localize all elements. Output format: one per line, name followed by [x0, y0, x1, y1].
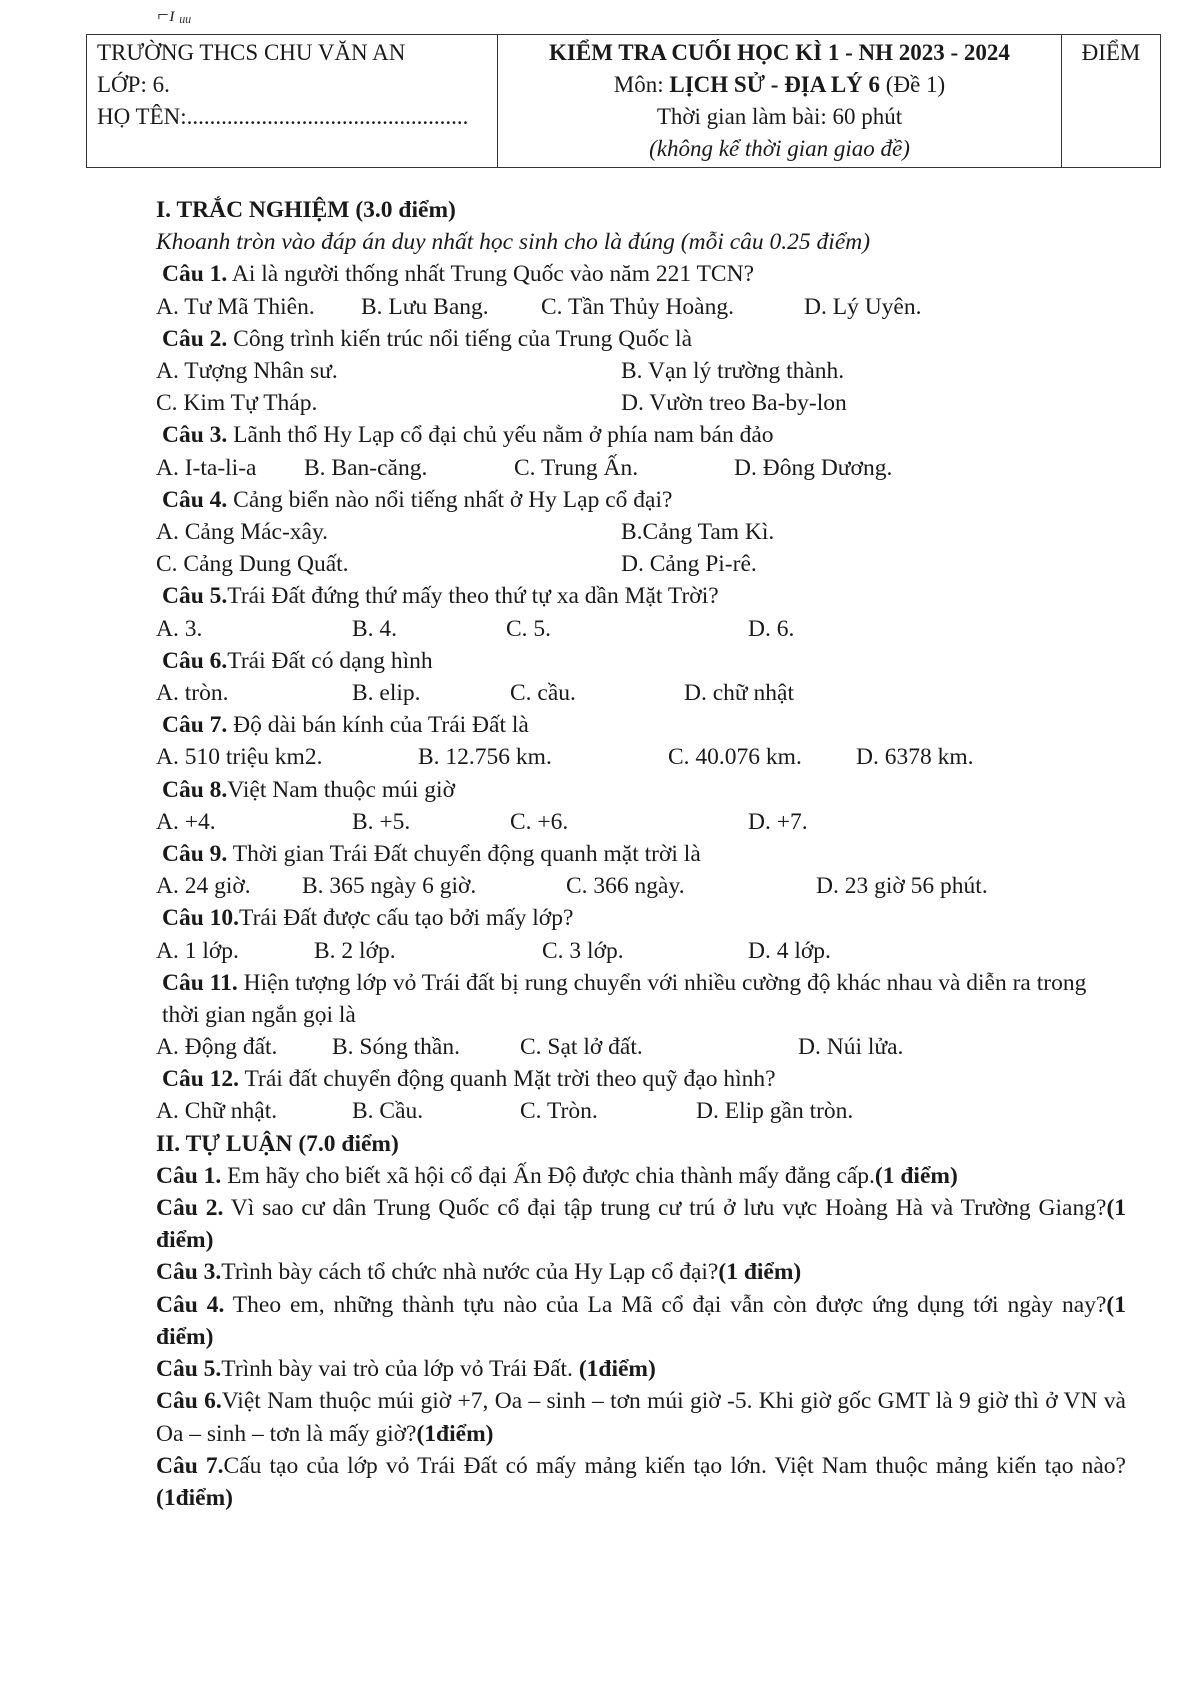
question-label: Câu 11. — [162, 969, 238, 996]
essay-question-2 — [156, 1192, 1126, 1256]
question-label: Câu 7. — [162, 712, 228, 739]
class-label: LỚP: 6. — [97, 72, 170, 97]
subject-suffix: (Đề 1) — [880, 72, 946, 97]
question-text: Em hãy cho biết xã hội cổ đại Ấn Độ được chia thành mấy đẳng cấp. — [221, 1162, 875, 1189]
question-label: Câu 6. — [162, 647, 228, 674]
options-row — [156, 613, 1126, 645]
question-text: Ai là người thống nhất Trung Quốc vào năm 221 TCN? — [227, 261, 754, 288]
question-points: (1 điểm) — [874, 1162, 958, 1189]
option-a[interactable]: A. 3. — [156, 615, 203, 642]
options-row — [156, 677, 1126, 709]
mc-question-2 — [156, 323, 1126, 355]
subject-prefix: Môn: — [613, 72, 670, 97]
student-info-cell — [87, 35, 498, 168]
option-c[interactable]: C. Cảng Dung Quất. — [156, 551, 349, 578]
subject-name: LỊCH SỬ - ĐỊA LÝ 6 — [669, 72, 881, 97]
question-text: Trái đất chuyển động quanh Mặt trời theo quỹ đạo hình? — [239, 1066, 776, 1093]
option-b[interactable]: B. Ban-căng. — [304, 454, 428, 481]
option-b[interactable]: B. Sóng thần. — [332, 1034, 460, 1061]
option-b[interactable]: B. Vạn lý trường thành. — [621, 358, 845, 384]
option-c[interactable]: C. 3 lớp. — [542, 937, 624, 964]
mc-question-5 — [156, 580, 1126, 612]
part1-instruction: Khoanh tròn vào đáp án duy nhất học sinh cho là đúng (mỗi câu 0.25 điểm) — [156, 229, 871, 256]
option-a[interactable]: A. 510 triệu km2. — [156, 744, 323, 771]
student-name-field[interactable]: HỌ TÊN:................................................. — [97, 104, 469, 129]
options-row — [156, 291, 1126, 323]
option-b[interactable]: B. 4. — [352, 615, 398, 642]
question-text: Trình bày vai trò của lớp vỏ Trái Đất. — [221, 1356, 579, 1383]
option-a[interactable]: A. Tượng Nhân sư. — [156, 358, 338, 384]
mc-question-4 — [156, 484, 1126, 516]
question-label: Câu 4. — [162, 486, 228, 513]
question-label: Câu 7. — [156, 1452, 224, 1479]
option-d[interactable]: D. 4 lớp. — [748, 937, 831, 964]
option-c[interactable]: C. 366 ngày. — [566, 873, 685, 900]
question-text: Trái Đất đứng thứ mấy theo thứ tự xa dần Mặt Trời? — [227, 583, 719, 610]
option-a[interactable]: A. +4. — [156, 808, 216, 835]
options-row — [156, 870, 1126, 902]
question-points: (1 điểm) — [156, 1195, 1127, 1254]
option-c[interactable]: C. Kim Tự Tháp. — [156, 390, 318, 417]
question-text: Thời gian Trái Đất chuyển động quanh mặt trời là — [227, 840, 701, 867]
mc-question-3 — [156, 419, 1126, 451]
options-row — [156, 548, 1126, 580]
options-row — [156, 355, 1126, 387]
options-row — [156, 516, 1126, 548]
question-text: Cảng biển nào nổi tiếng nhất ở Hy Lạp cổ đại? — [227, 486, 673, 513]
mc-question-9 — [156, 838, 1126, 870]
option-b[interactable]: B. 12.756 km. — [418, 744, 552, 771]
part1-title: I. TRẮC NGHIỆM (3.0 điểm) — [156, 197, 456, 223]
exam-time: Thời gian làm bài: 60 phút — [656, 104, 903, 129]
question-label: Câu 5. — [156, 1356, 222, 1383]
option-c[interactable]: C. 5. — [506, 615, 552, 642]
option-c[interactable]: C. Sạt lở đất. — [520, 1034, 643, 1061]
option-a[interactable]: A. Động đất. — [156, 1034, 278, 1061]
question-text: Trái Đất được cấu tạo bởi mấy lớp? — [239, 905, 574, 932]
question-label: Câu 3. — [162, 422, 228, 449]
exam-info-cell — [498, 35, 1062, 168]
question-label: Câu 2. — [156, 1195, 224, 1222]
options-row — [156, 1031, 1126, 1063]
option-c[interactable]: C. 40.076 km. — [668, 744, 802, 771]
options-row — [156, 935, 1126, 967]
exam-time-note: (không kể thời gian giao đề) — [649, 136, 910, 161]
question-text: Cấu tạo của lớp vỏ Trái Đất có mấy mảng kiến tạo lớn. Việt Nam thuộc mảng kiến tạo nào? — [223, 1452, 1126, 1479]
option-b[interactable]: B. 365 ngày 6 giờ. — [302, 873, 477, 900]
option-d[interactable]: D. 6378 km. — [856, 744, 974, 771]
question-text: Trái Đất có dạng hình — [227, 647, 433, 674]
question-text: Vì sao cư dân Trung Quốc cổ đại tập trung cư trú ở lưu vực Hoàng Hà và Trường Giang? — [223, 1195, 1107, 1222]
option-a[interactable]: A. 24 giờ. — [156, 873, 251, 900]
option-c[interactable]: C. +6. — [510, 808, 569, 835]
essay-question-6 — [156, 1385, 1126, 1449]
question-points: (1điểm) — [156, 1484, 234, 1511]
option-c[interactable]: C. cầu. — [510, 679, 576, 706]
question-text: Hiện tượng lớp vỏ Trái đất bị rung chuyển với nhiều cường độ khác nhau và diễn ra trong thời gian ngắn gọi là — [162, 969, 1087, 1028]
mc-question-10 — [156, 902, 1126, 934]
question-label: Câu 2. — [162, 325, 228, 352]
essay-list — [156, 1160, 1126, 1514]
option-d[interactable]: D. +7. — [748, 808, 808, 835]
question-points: (1 điểm) — [156, 1291, 1126, 1350]
option-b[interactable]: B. elip. — [352, 679, 421, 706]
option-b[interactable]: B. 2 lớp. — [314, 937, 396, 964]
question-points: (1 điểm) — [718, 1259, 802, 1286]
options-row — [156, 806, 1126, 838]
exam-title: KIỂM TRA CUỐI HỌC KÌ 1 - NH 2023 - 2024 — [549, 40, 1010, 65]
option-a[interactable]: A. tròn. — [156, 679, 229, 706]
mc-question-7 — [156, 709, 1126, 741]
option-d[interactable]: D. Đông Dương. — [734, 454, 893, 481]
option-a[interactable]: A. Chữ nhật. — [156, 1098, 278, 1125]
option-a[interactable]: A. Cảng Mác-xây. — [156, 518, 329, 545]
question-text: Lãnh thổ Hy Lạp cổ đại chủ yếu nằm ở phía nam bán đảo — [227, 422, 774, 449]
school-name: TRƯỜNG THCS CHU VĂN AN — [97, 40, 406, 65]
exam-header-table — [86, 34, 1161, 168]
option-b[interactable]: B. Lưu Bang. — [361, 293, 489, 320]
options-row — [156, 1095, 1126, 1127]
essay-question-1 — [156, 1160, 1126, 1192]
question-text: Độ dài bán kính của Trái Đất là — [227, 712, 529, 739]
option-d[interactable]: D. Cảng Pi-rê. — [621, 551, 757, 578]
essay-question-4 — [156, 1289, 1126, 1353]
option-d[interactable]: D. Lý Uyên. — [804, 293, 922, 320]
question-text: Việt Nam thuộc múi giờ — [227, 776, 455, 803]
options-row — [156, 741, 1126, 773]
option-d[interactable]: D. Vườn treo Ba-by-lon — [621, 390, 847, 417]
mc-question-6 — [156, 645, 1126, 677]
score-box[interactable] — [1062, 35, 1161, 168]
question-label: Câu 5. — [162, 583, 228, 610]
question-label: Câu 1. — [156, 1162, 222, 1189]
option-c[interactable]: C. Tròn. — [520, 1098, 598, 1125]
essay-question-5 — [156, 1353, 1126, 1385]
option-d[interactable]: D. chữ nhật — [684, 679, 794, 706]
question-label: Câu 12. — [162, 1066, 240, 1093]
question-label: Câu 9. — [162, 840, 228, 867]
option-d[interactable]: D. 23 giờ 56 phút. — [816, 873, 988, 900]
exam-content — [156, 194, 1126, 1514]
question-label: Câu 6. — [156, 1388, 222, 1415]
option-c[interactable]: C. Trung Ấn. — [514, 454, 639, 481]
mc-question-8 — [156, 774, 1126, 806]
option-d[interactable]: D. Núi lửa. — [798, 1034, 904, 1061]
essay-question-3 — [156, 1256, 1126, 1288]
question-text: Theo em, những thành tựu nào của La Mã cổ đại vẫn còn được ứng dụng tới ngày nay? — [224, 1291, 1107, 1318]
mc-question-1 — [156, 258, 1126, 290]
question-label: Câu 4. — [156, 1291, 225, 1318]
options-row — [156, 452, 1126, 484]
question-text: Việt Nam thuộc múi giờ +7, Oa – sinh – tơn múi giờ -5. Khi giờ gốc GMT là 9 giờ thì ở VN và Oa – sinh – tơn là mấy giờ? — [156, 1388, 1126, 1447]
question-points: (1điểm) — [578, 1356, 656, 1383]
options-row — [156, 387, 1126, 419]
option-b[interactable]: B. +5. — [352, 808, 411, 835]
essay-question-7 — [156, 1450, 1126, 1514]
mc-question-11 — [156, 967, 1126, 1031]
question-label: Câu 3. — [156, 1259, 222, 1286]
question-points: (1điểm) — [416, 1420, 494, 1447]
option-c[interactable]: C. Tần Thủy Hoàng. — [541, 293, 734, 320]
question-label: Câu 10. — [162, 905, 240, 932]
multiple-choice-list — [156, 258, 1126, 1127]
mc-question-12 — [156, 1063, 1126, 1095]
part2-title: II. TỰ LUẬN (7.0 điểm) — [156, 1130, 399, 1157]
option-b[interactable]: B.Cảng Tam Kì. — [621, 518, 775, 545]
option-a[interactable]: A. I-ta-li-a — [156, 454, 257, 481]
option-d[interactable]: D. 6. — [748, 615, 795, 642]
option-a[interactable]: A. 1 lớp. — [156, 937, 239, 964]
option-d[interactable]: D. Elip gần tròn. — [696, 1098, 854, 1125]
question-text: Công trình kiến trúc nổi tiếng của Trung Quốc là — [227, 325, 693, 352]
question-label: Câu 8. — [162, 776, 228, 803]
option-a[interactable]: A. Tư Mã Thiên. — [156, 293, 315, 320]
score-label: ĐIỂM — [1081, 40, 1141, 65]
subject-line — [508, 69, 1051, 101]
question-label: Câu 1. — [162, 261, 228, 288]
question-text: Trình bày cách tổ chức nhà nước của Hy Lạp cổ đại? — [221, 1259, 719, 1286]
option-b[interactable]: B. Cầu. — [352, 1098, 424, 1125]
teacher-signature: ⌐ɪ ᵤᵤ — [156, 4, 192, 26]
